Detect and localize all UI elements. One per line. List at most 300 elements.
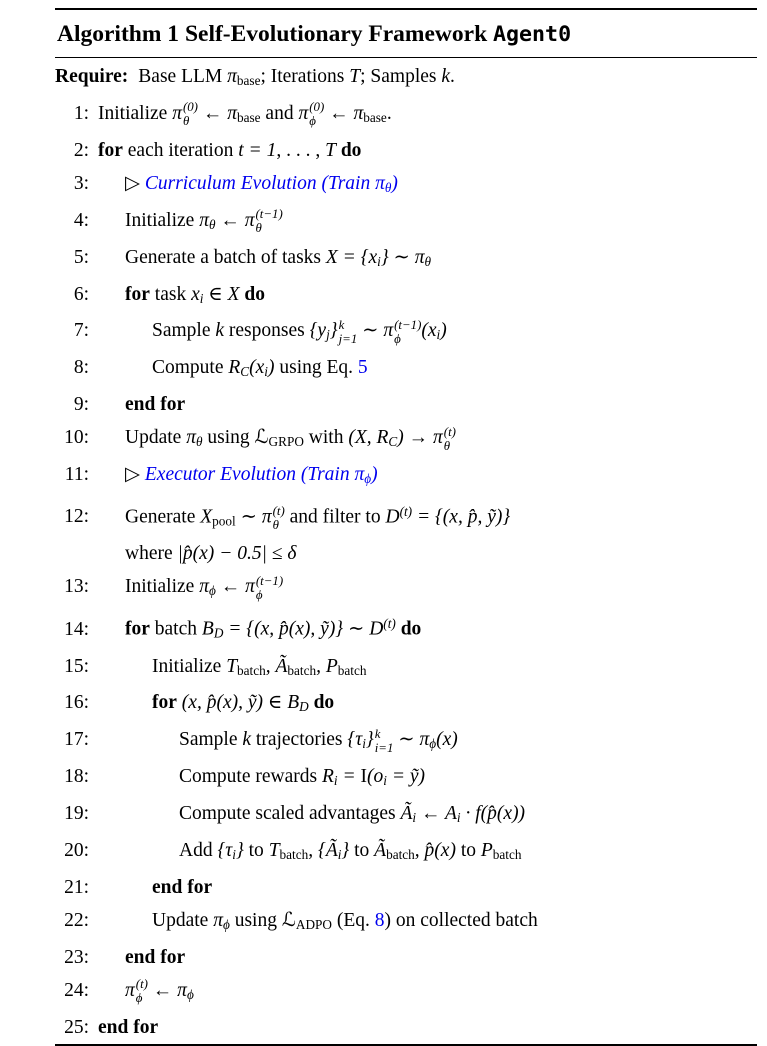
- line-content: [98, 537, 296, 570]
- text-segment: end for: [125, 946, 186, 968]
- text-segment: D: [369, 618, 384, 640]
- text-segment: θ: [208, 216, 216, 232]
- algorithm-line: [55, 351, 757, 388]
- text-segment: end for: [98, 1016, 159, 1038]
- text-segment: (t): [399, 504, 413, 520]
- text-segment: π: [199, 576, 209, 598]
- text-segment: ϕ: [364, 471, 372, 487]
- text-segment: (Eq.: [331, 909, 375, 931]
- text-segment: (: [176, 692, 189, 714]
- text-segment: ϕ: [222, 916, 230, 932]
- text-segment: (: [434, 840, 441, 862]
- line-content: [98, 388, 185, 421]
- line-number: 4:: [73, 209, 89, 231]
- text-segment: }: [235, 840, 244, 862]
- text-segment: t: [238, 139, 244, 161]
- text-segment: Generate a batch of tasks: [125, 246, 326, 268]
- text-segment: responses: [224, 320, 310, 342]
- line-content: [98, 351, 368, 388]
- text-segment: to: [455, 840, 481, 862]
- line-number: 6:: [73, 283, 89, 305]
- text-segment: = {(: [223, 618, 261, 640]
- bottom-rule: [55, 1044, 757, 1046]
- text-segment: Base LLM: [138, 66, 228, 87]
- text-segment: ←: [215, 209, 245, 231]
- text-segment: i: [337, 846, 342, 862]
- text-segment: π: [213, 909, 223, 931]
- text-segment: do: [340, 139, 362, 161]
- text-segment: ←: [324, 102, 354, 124]
- text-segment: ←: [197, 102, 228, 124]
- text-segment: Ã: [400, 803, 413, 825]
- text-segment: P: [480, 840, 493, 862]
- text-segment: π: [177, 979, 187, 1001]
- text-segment: pool: [212, 513, 236, 529]
- line-number: 21:: [64, 876, 89, 898]
- line-number: 17:: [64, 729, 89, 751]
- text-segment: ,: [269, 618, 279, 640]
- text-segment: θ: [195, 434, 203, 450]
- text-segment: ỹ: [409, 766, 419, 788]
- text-segment: f: [475, 803, 481, 825]
- text-segment: ,: [457, 506, 468, 528]
- text-segment: x: [191, 283, 200, 305]
- line-number: 19:: [64, 803, 89, 825]
- text-segment: do: [244, 283, 266, 305]
- text-segment: k: [441, 66, 451, 87]
- text-segment: .: [450, 66, 455, 87]
- line-number: 10:: [64, 427, 89, 449]
- text-segment: Sample: [179, 729, 243, 751]
- text-segment: } ∼: [380, 246, 415, 268]
- algorithm-line: [55, 388, 757, 421]
- text-segment: D: [299, 699, 309, 715]
- text-segment: ; Iterations: [260, 66, 350, 87]
- text-segment: batch: [287, 662, 317, 678]
- line-number: 9:: [73, 394, 89, 416]
- line-number: 18:: [64, 766, 89, 788]
- algorithm-line: [55, 834, 757, 871]
- text-segment: x: [255, 357, 265, 379]
- text-segment: ): [449, 840, 456, 862]
- text-segment: = {(: [412, 506, 450, 528]
- text-segment: Initialize: [125, 209, 200, 231]
- text-segment: ,: [265, 655, 276, 677]
- text-segment: and filter to: [284, 506, 386, 528]
- text-segment: X: [325, 246, 338, 268]
- text-segment: ▷: [125, 464, 145, 486]
- text-segment: base: [363, 109, 387, 125]
- text-segment: for: [125, 618, 150, 640]
- text-segment: p̂: [279, 618, 289, 640]
- paper-document: [0, 8, 767, 1038]
- require-keyword: Require:: [55, 66, 129, 87]
- text-segment: i: [383, 773, 387, 789]
- text-segment: (: [192, 543, 200, 565]
- line-content: [98, 723, 458, 760]
- text-segment: )} ∼: [328, 618, 370, 640]
- algorithm-line: [55, 607, 757, 649]
- text-segment: for: [125, 283, 150, 305]
- text-segment: (: [216, 692, 223, 714]
- text-segment: x: [260, 618, 270, 640]
- text-segment: (: [496, 803, 504, 825]
- text-segment: π: [186, 427, 196, 449]
- text-segment: }: [341, 840, 350, 862]
- text-segment: Ã: [325, 840, 338, 862]
- text-segment: ,: [238, 692, 248, 714]
- text-segment: π: [199, 209, 209, 231]
- require-line: [55, 58, 757, 97]
- text-segment: x: [295, 618, 304, 640]
- text-segment: batch: [149, 618, 202, 640]
- text-segment: = {: [337, 246, 369, 268]
- line-content: [98, 760, 425, 797]
- text-segment: B: [287, 692, 300, 714]
- text-segment: i: [456, 810, 461, 826]
- text-segment: π: [354, 464, 365, 486]
- text-segment: B: [201, 618, 214, 640]
- line-content: [98, 834, 521, 871]
- text-segment: D: [213, 625, 224, 641]
- text-segment: (: [436, 729, 443, 751]
- text-segment: Add: [179, 840, 218, 862]
- text-segment: batch: [337, 662, 367, 678]
- text-segment: ỹ: [320, 618, 329, 640]
- algorithm-line: [55, 458, 757, 495]
- text-segment: batch: [279, 846, 309, 862]
- algorithm-agent-name: Agent0: [493, 22, 572, 47]
- text-segment: ADPO: [295, 916, 332, 932]
- text-segment: (: [367, 766, 374, 788]
- text-segment: π: [125, 979, 135, 1001]
- line-content: [98, 607, 421, 649]
- line-content: [98, 495, 510, 537]
- text-segment: Compute rewards: [179, 766, 322, 788]
- text-segment: τ: [225, 840, 233, 862]
- text-segment: ←: [215, 576, 246, 598]
- text-segment: A: [445, 803, 457, 825]
- text-segment: X: [227, 283, 240, 305]
- text-segment: k: [242, 729, 252, 751]
- line-number: 16:: [64, 692, 89, 714]
- text-segment: do: [313, 692, 335, 714]
- text-segment: base: [237, 109, 261, 125]
- line-content: [98, 570, 283, 607]
- text-segment: (: [480, 803, 488, 825]
- text-segment: x: [222, 692, 232, 714]
- text-segment: ,: [196, 692, 207, 714]
- text-segment: T: [349, 66, 361, 87]
- line-number: 13:: [64, 576, 89, 598]
- text-segment: π: [414, 246, 425, 268]
- algorithm-line: [55, 974, 757, 1011]
- text-segment: π: [244, 209, 255, 231]
- text-segment: Executor Evolution (Train: [144, 464, 355, 486]
- text-segment: for: [98, 139, 123, 161]
- text-segment: ) on collected batch: [384, 909, 538, 931]
- algorithm-line: [55, 97, 757, 134]
- text-segment: o: [373, 766, 384, 788]
- text-segment: p̂: [424, 840, 435, 862]
- text-segment: ∼: [393, 729, 420, 751]
- text-segment: base: [236, 72, 261, 88]
- text-segment: Compute scaled advantages: [179, 803, 401, 825]
- text-segment: ) →: [397, 427, 434, 449]
- line-number: 22:: [64, 909, 89, 931]
- algorithm-lines: [55, 97, 757, 1044]
- text-segment: Initialize: [152, 655, 227, 677]
- text-segment: ,: [366, 427, 377, 449]
- line-number: 8:: [73, 357, 89, 379]
- text-segment: i: [412, 810, 417, 826]
- text-segment: x: [503, 803, 513, 825]
- text-segment: C: [388, 434, 398, 450]
- line-number: 1:: [73, 102, 89, 124]
- text-segment: Ã: [374, 840, 387, 862]
- algorithm-line: [55, 241, 757, 278]
- stacked-subsup: (t−1) ϕ: [394, 317, 422, 346]
- text-segment: P: [325, 655, 338, 677]
- text-segment: ∈: [203, 283, 228, 305]
- algorithm-line: [55, 871, 757, 904]
- text-segment: (: [249, 357, 256, 379]
- text-segment: π: [227, 66, 237, 87]
- text-segment: (: [348, 427, 355, 449]
- text-segment: ) − 0.5| ≤: [207, 543, 288, 565]
- text-segment: , {: [308, 840, 326, 862]
- line-number: 20:: [64, 840, 89, 862]
- text-segment: }: [329, 320, 338, 342]
- text-segment: ℒ: [254, 427, 269, 449]
- line-content: [98, 458, 378, 495]
- text-segment: π: [419, 729, 430, 751]
- line-content: [98, 241, 431, 278]
- text-segment: π: [172, 102, 182, 124]
- text-segment: π: [227, 102, 237, 124]
- algorithm-line: [55, 314, 757, 351]
- line-number: 25:: [64, 1016, 89, 1038]
- text-segment: end for: [152, 876, 213, 898]
- text-segment: Compute: [152, 357, 229, 379]
- text-segment: ℒ: [281, 909, 296, 931]
- stacked-subsup: (t) θ: [272, 503, 285, 532]
- text-segment: .: [386, 102, 392, 124]
- algorithm-line: [55, 1011, 757, 1044]
- text-segment: i: [436, 327, 441, 343]
- text-segment: )}: [495, 506, 511, 528]
- text-segment: y: [317, 320, 327, 342]
- text-segment: |: [177, 543, 183, 565]
- text-segment: θ: [424, 253, 432, 269]
- algorithm-line: [55, 723, 757, 760]
- equation-ref-link[interactable]: 8: [374, 909, 385, 931]
- text-segment: with: [303, 427, 349, 449]
- text-segment: ,: [414, 840, 425, 862]
- text-segment: ∼: [357, 320, 384, 342]
- stacked-subsup: (t−1) ϕ: [255, 573, 284, 602]
- algorithm-line: [55, 421, 757, 458]
- text-segment: ): [303, 618, 311, 640]
- line-number: 11:: [64, 464, 89, 486]
- text-segment: p̂: [182, 543, 193, 565]
- text-segment: to: [349, 840, 375, 862]
- text-segment: do: [400, 618, 422, 640]
- text-segment: = 1: [243, 139, 277, 161]
- text-segment: Initialize: [125, 576, 200, 598]
- text-segment: to: [243, 840, 269, 862]
- text-segment: each iteration: [122, 139, 239, 161]
- text-segment: Update: [152, 909, 214, 931]
- text-segment: π: [433, 427, 443, 449]
- line-content: [98, 314, 447, 351]
- line-number: 14:: [64, 618, 89, 640]
- equation-ref-link[interactable]: 5: [357, 357, 368, 379]
- text-segment: end for: [125, 394, 186, 416]
- line-content: [98, 974, 194, 1011]
- text-segment: Sample: [152, 320, 216, 342]
- text-segment: Initialize: [98, 102, 173, 124]
- text-segment: π: [353, 102, 364, 124]
- text-segment: )): [512, 803, 526, 825]
- text-segment: p̂: [467, 506, 478, 528]
- text-segment: {: [217, 840, 226, 862]
- algorithm-title-text: Self-Evolutionary Framework: [184, 21, 488, 47]
- text-segment: D: [385, 506, 400, 528]
- text-segment: ←: [416, 803, 445, 825]
- text-segment: π: [261, 506, 272, 528]
- algorithm-line: [55, 537, 757, 570]
- algorithm-line: [55, 278, 757, 315]
- line-number: 2:: [73, 139, 89, 161]
- text-segment: I: [360, 766, 367, 788]
- text-segment: i: [377, 253, 381, 269]
- line-content: [98, 204, 283, 241]
- text-segment: (: [288, 618, 296, 640]
- algorithm-line: [55, 167, 757, 204]
- text-segment: τ: [355, 729, 363, 751]
- line-content: [98, 134, 361, 167]
- text-segment: R: [321, 766, 334, 788]
- stacked-subsup: (t) ϕ: [135, 977, 148, 1006]
- text-segment: batch: [386, 846, 415, 862]
- algorithm-line: [55, 760, 757, 797]
- text-segment: x: [442, 729, 452, 751]
- text-segment: ←: [147, 979, 178, 1001]
- text-segment: k: [215, 320, 225, 342]
- line-content: [98, 650, 367, 687]
- text-segment: ): [267, 357, 275, 379]
- line-content: [98, 686, 334, 723]
- line-number: 7:: [73, 320, 89, 342]
- text-segment: p̂: [487, 803, 497, 825]
- text-segment: ) ∈: [256, 692, 288, 714]
- text-segment: task: [149, 283, 192, 305]
- algorithm-label: Algorithm 1: [57, 21, 180, 47]
- stacked-subsup: k j=1: [338, 317, 358, 346]
- text-segment: ∼: [235, 506, 262, 528]
- text-segment: ,: [310, 618, 321, 640]
- stacked-subsup: (0) ϕ: [309, 100, 325, 129]
- text-segment: , . . . ,: [276, 139, 326, 161]
- text-segment: x: [199, 543, 208, 565]
- text-segment: ϕ: [429, 736, 437, 752]
- text-segment: ): [451, 729, 458, 751]
- text-segment: R: [376, 427, 389, 449]
- text-segment: x: [440, 840, 450, 862]
- algorithm-line: [55, 134, 757, 167]
- text-segment: ): [440, 320, 447, 342]
- text-segment: δ: [287, 543, 297, 565]
- text-segment: X: [200, 506, 213, 528]
- stacked-subsup: (t−1) θ: [255, 207, 283, 236]
- algorithm-line: [55, 904, 757, 941]
- line-content: [98, 797, 525, 834]
- line-content: [98, 904, 538, 941]
- text-segment: where: [125, 543, 178, 565]
- text-segment: ): [391, 172, 398, 194]
- algorithm-float: [55, 8, 757, 1046]
- line-content: [98, 278, 265, 315]
- text-segment: T: [226, 655, 238, 677]
- algorithm-line: [55, 686, 757, 723]
- line-content: [98, 167, 398, 204]
- text-segment: using: [229, 909, 282, 931]
- text-segment: i: [199, 290, 204, 306]
- text-segment: {: [347, 729, 356, 751]
- text-segment: using Eq.: [274, 357, 358, 379]
- algorithm-caption: [55, 10, 757, 57]
- text-segment: π: [375, 172, 385, 194]
- text-segment: batch: [237, 662, 266, 678]
- text-segment: }: [365, 729, 374, 751]
- line-number: 3:: [73, 172, 89, 194]
- text-segment: ϕ: [186, 986, 194, 1002]
- text-segment: =: [337, 766, 361, 788]
- text-segment: x: [368, 246, 378, 268]
- stacked-subsup: (0) θ: [182, 100, 198, 129]
- text-segment: Update: [125, 427, 187, 449]
- text-segment: π: [383, 320, 394, 342]
- text-segment: ): [418, 766, 426, 788]
- algorithm-line: [55, 495, 757, 537]
- stacked-subsup: (t) θ: [443, 424, 456, 453]
- text-segment: (: [421, 320, 428, 342]
- text-segment: batch: [492, 846, 522, 862]
- text-segment: trajectories: [251, 729, 348, 751]
- text-segment: T: [325, 139, 336, 161]
- line-content: [98, 1011, 158, 1044]
- text-segment: using: [202, 427, 255, 449]
- algorithm-line: [55, 941, 757, 974]
- algorithm-line: [55, 650, 757, 687]
- text-segment: p̂: [206, 692, 217, 714]
- text-segment: =: [386, 766, 410, 788]
- text-segment: x: [188, 692, 197, 714]
- text-segment: ,: [316, 655, 326, 677]
- algorithm-line: [55, 204, 757, 241]
- line-number: 5:: [73, 246, 89, 268]
- text-segment: ·: [460, 803, 476, 825]
- text-segment: ỹ: [487, 506, 496, 528]
- line-content: [98, 871, 212, 904]
- text-segment: T: [268, 840, 280, 862]
- line-content: [98, 97, 392, 134]
- algorithm-line: [55, 797, 757, 834]
- text-segment: θ: [384, 179, 392, 195]
- require-content: [138, 66, 455, 87]
- text-segment: j: [326, 327, 330, 343]
